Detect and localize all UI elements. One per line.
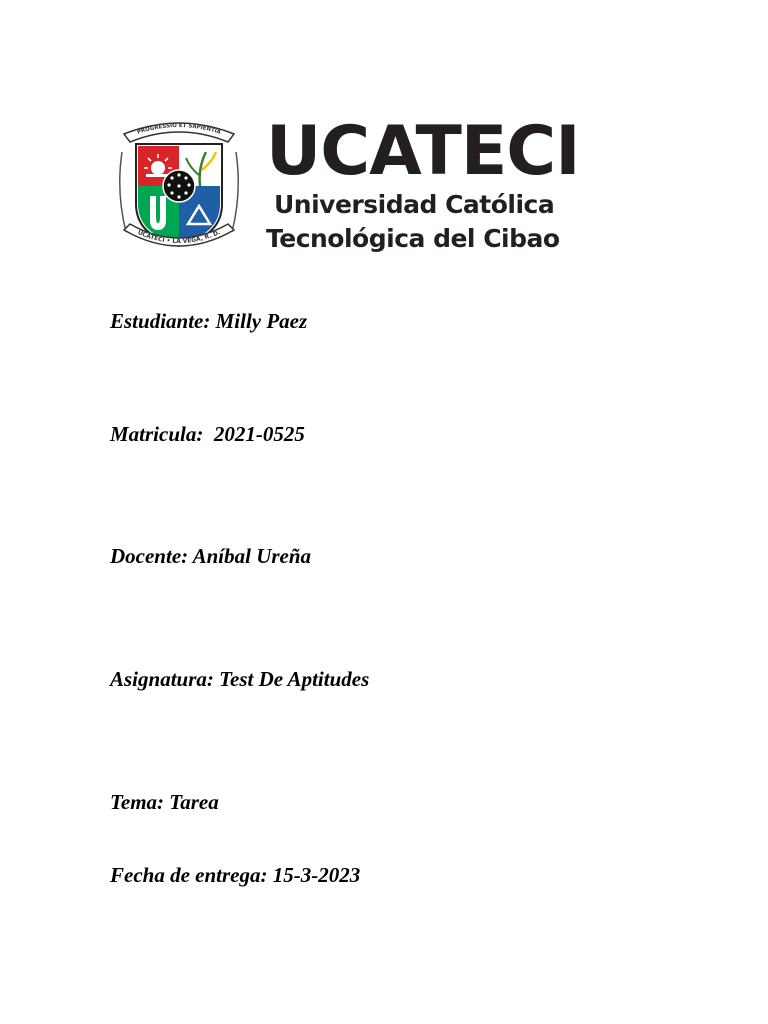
university-name-line-1: Universidad Católica [274,190,555,219]
university-crest-icon [116,112,242,258]
crest-location: UCATECI • LA VEGA, R. D. [136,229,222,246]
subject-field: Asignatura: Test De Aptitudes [110,667,370,691]
enrollment-number-field: Matricula: 2021-0525 [110,422,305,446]
crest-motto: PROGRESSIO ET SAPIENTIA [136,122,222,136]
teacher-field: Docente: Aníbal Ureña [110,544,312,568]
university-wordmark [266,112,586,256]
student-field: Estudiante: Milly Paez [110,309,308,333]
topic-field: Tema: Tarea [110,790,219,814]
university-name-line-2: Tecnológica del Cibao [266,224,560,253]
due-date-field: Fecha de entrega: 15-3-2023 [110,863,361,887]
university-logo [116,112,580,262]
university-acronym: UCATECI [266,112,580,191]
